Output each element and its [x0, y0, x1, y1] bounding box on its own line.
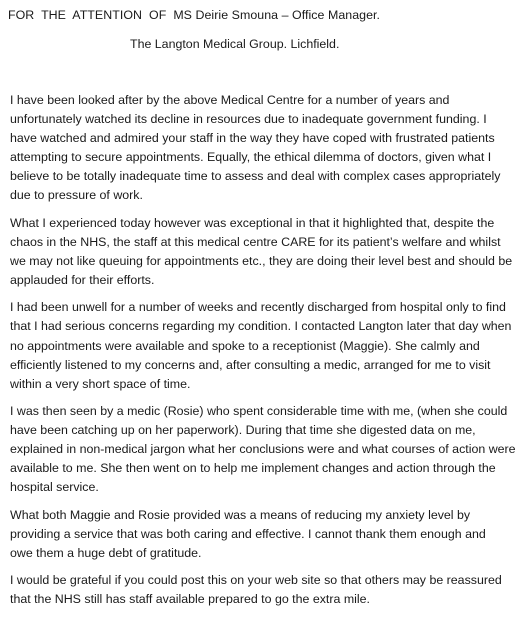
paragraph-1 — [10, 91, 520, 206]
paragraph-line: owe them a huge debt of gratitude. — [10, 545, 202, 560]
paragraph-line: chaos in the NHS, the staff at this medical centre CARE for its patient’s welfare and whilst — [10, 234, 501, 249]
attention-line: FOR THE ATTENTION OF MS Deirie Smouna – Office Manager. — [8, 8, 381, 22]
paragraph-line: hospital service. — [10, 480, 99, 495]
paragraph-line: I had been unwell for a number of weeks and recently discharged from hospital only to find — [10, 300, 506, 315]
paragraph-2 — [10, 214, 520, 290]
paragraph-line: What I experienced today however was exceptional in that it highlighted that, despite the — [10, 215, 495, 230]
paragraph-6 — [10, 571, 520, 609]
paragraph-line: available to me. She then went on to help me implement changes and action through the — [10, 461, 496, 476]
paragraph-line: believe to be totally inadequate time to assess and deal with complex cases appropriately — [10, 169, 501, 184]
paragraph-line: that the NHS still has staff available prepared to go the extra mile. — [10, 592, 370, 607]
paragraph-3 — [10, 298, 520, 393]
paragraph-4 — [10, 402, 520, 497]
organisation-line: The Langton Medical Group. Lichfield. — [130, 37, 340, 51]
paragraph-line: due to pressure of work. — [10, 188, 143, 203]
paragraph-line: applauded for their efforts. — [10, 273, 155, 288]
paragraph-line: no appointments were available and spoke to a receptionist (Maggie). She calmly and — [10, 338, 480, 353]
paragraph-line: that I had serious concerns regarding my condition. I contacted Langton later that day when — [10, 319, 512, 334]
paragraph-line: attempting to secure appointments. Equally, the ethical dilemma of doctors, given what I — [10, 150, 492, 165]
paragraph-line: I would be grateful if you could post this on your web site so that others may be reassured — [10, 573, 502, 588]
paragraph-line: within a very short space of time. — [10, 376, 191, 391]
paragraph-line: have watched and admired your staff in the way they have coped with frustrated patients — [10, 131, 495, 146]
paragraph-line: providing a service that was both caring and effective. I cannot thank them enough and — [10, 526, 486, 541]
paragraph-line: I have been looked after by the above Medical Centre for a number of years and — [10, 93, 450, 107]
paragraph-line: have been catching up on her paperwork). During that time she digested data on me, — [10, 423, 476, 438]
letter-body — [10, 91, 520, 617]
paragraph-line: we may not like queuing for appointments etc., they are doing their level best and should be — [10, 253, 513, 268]
paragraph-line: I was then seen by a medic (Rosie) who spent considerable time with me, (when she could — [10, 403, 508, 418]
paragraph-5 — [10, 506, 520, 563]
paragraph-line: What both Maggie and Rosie provided was a means of reducing my anxiety level by — [10, 507, 471, 522]
paragraph-line: explained in non-medical jargon what her conclusions were and what courses of action were — [10, 442, 516, 457]
paragraph-line: unfortunately watched its decline in resources due to inadequate government funding. I — [10, 112, 487, 127]
paragraph-line: efficiently listened to my concerns and, after consulting a medic, arranged for me to visit — [10, 357, 491, 372]
